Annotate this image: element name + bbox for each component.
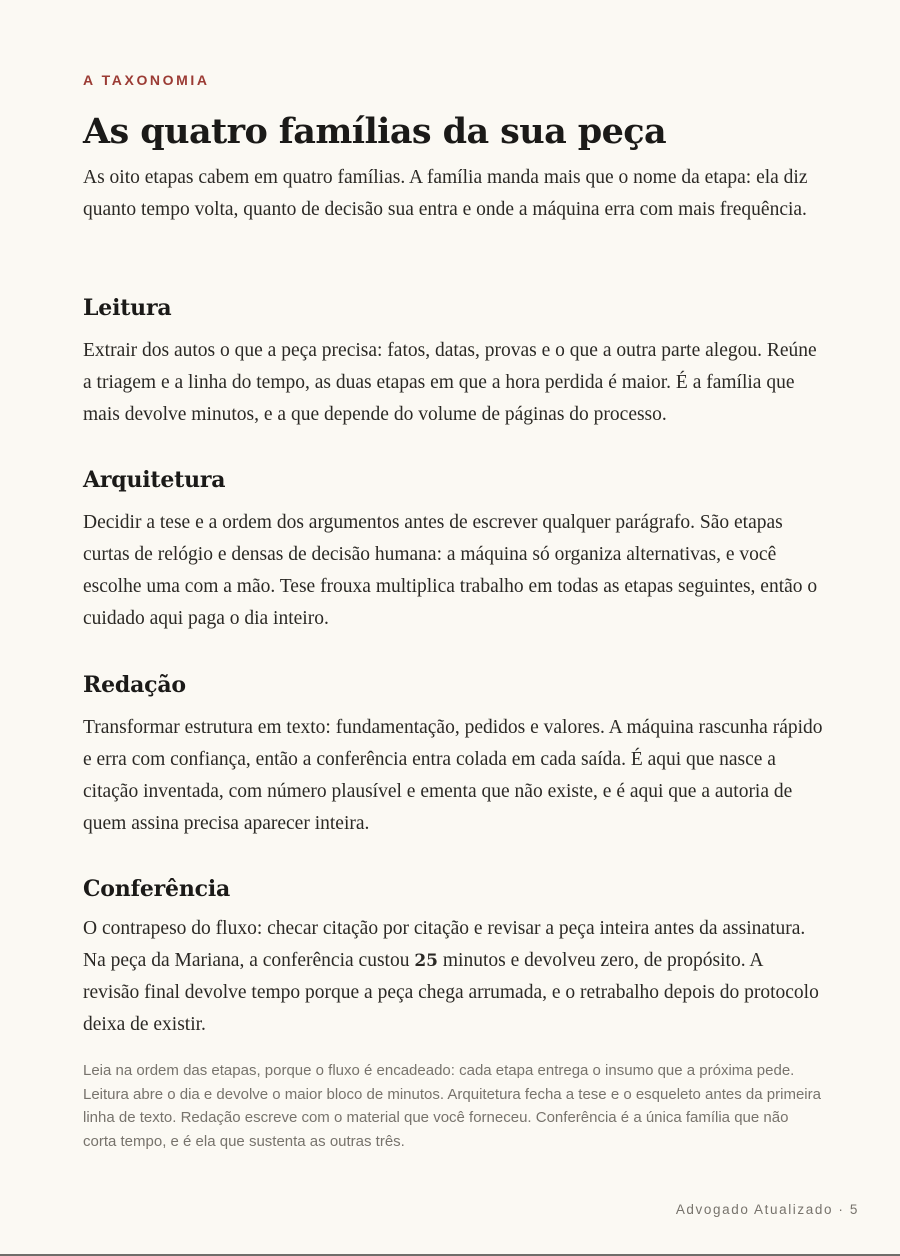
section-heading: Arquitetura	[83, 467, 226, 493]
section-paragraph: Transformar estrutura em texto: fundamentação, pedidos e valores. A máquina rascunha rápido e erra com confiança, então a conferência entra colada em cada saída. É aqui que nasce a citação inventada, com número plausível e ementa que não existe, e é aqui que a autoria de quem assina precisa aparecer inteira.	[83, 717, 823, 834]
minutes-value: 25	[414, 951, 438, 971]
intro-paragraph: As oito etapas cabem em quatro famílias. A família manda mais que o nome da etapa: ela diz quanto tempo volta, quanto de decisão sua entra e onde a máquina erra com mais frequência.	[83, 167, 808, 220]
section-kicker: A TAXONOMIA	[83, 72, 210, 88]
section-paragraph	[83, 913, 823, 1041]
section-paragraph: Extrair dos autos o que a peça precisa: fatos, datas, provas e o que a outra parte alegou. Reúne a triagem e a linha do tempo, as duas etapas em que a hora perdida é maior. É a família que mais devolve minutos, e a que depende do volume de páginas do processo.	[83, 340, 817, 425]
reading-note: Leia na ordem das etapas, porque o fluxo é encadeado: cada etapa entrega o insumo que a próxima pede. Leitura abre o dia e devolve o maior bloco de minutos. Arquitetura fecha a tese e o esqueleto antes da primeira linha de texto. Redação escreve com o material que você forneceu. Conferência é a única família que não corta tempo, e é ela que sustenta as outras três.	[83, 1062, 821, 1150]
paragraph-text: O contrapeso do fluxo: checar citação por citação e revisar a peça inteira antes da assinatura. Na peça da Mariana, a conferência custou	[83, 918, 806, 971]
section-leitura	[83, 293, 823, 431]
section-redacao	[83, 670, 823, 840]
paragraph-text: minutos e devolveu zero, de propósito. A revisão final devolve tempo porque a peça chega arrumada, e o retrabalho depois do protocolo deixa de existir.	[83, 950, 819, 1035]
section-heading: Redação	[83, 672, 186, 698]
section-paragraph: Decidir a tese e a ordem dos argumentos antes de escrever qualquer parágrafo. São etapas curtas de relógio e densas de decisão humana: a máquina só organiza alternativas, e você escolhe uma com a mão. Tese frouxa multiplica trabalho em todas as etapas seguintes, então o cuidado aqui paga o dia inteiro.	[83, 512, 818, 629]
page-title: As quatro famílias da sua peça	[83, 111, 667, 152]
section-conferencia	[83, 874, 823, 1041]
page-footer: Advogado Atualizado · 5	[675, 1202, 859, 1217]
section-arquitetura	[83, 465, 823, 635]
section-heading: Leitura	[83, 295, 172, 321]
section-heading: Conferência	[83, 876, 231, 902]
